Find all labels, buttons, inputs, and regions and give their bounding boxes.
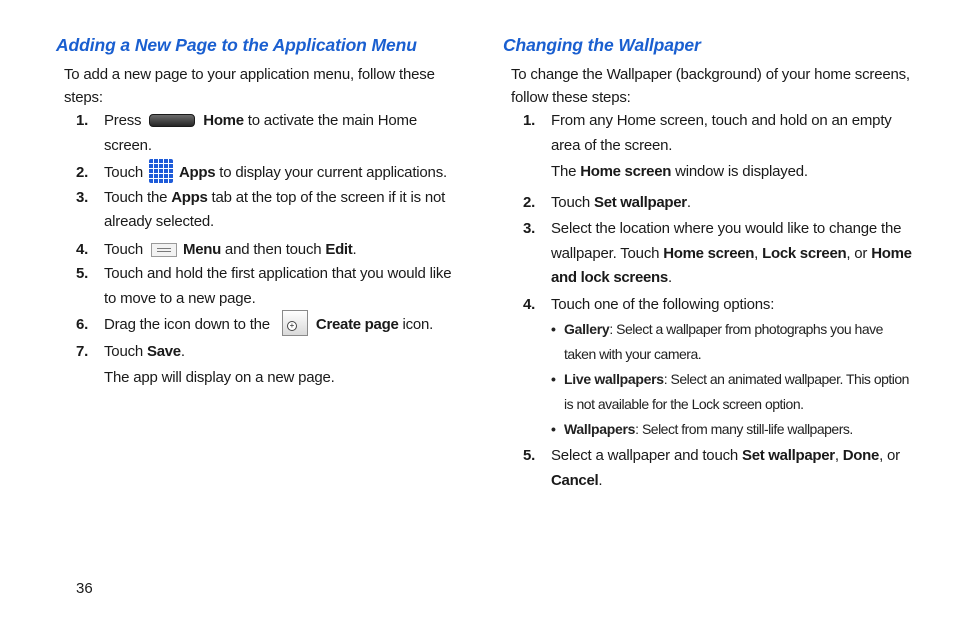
section-title-add-page: Adding a New Page to the Application Menu — [56, 35, 417, 55]
steps-wallpaper — [503, 109, 913, 493]
step-number: 3. — [523, 220, 536, 237]
step-note: The Home screen window is displayed. — [551, 163, 808, 180]
step-number: 2. — [523, 193, 536, 211]
section-title-wallpaper: Changing the Wallpaper — [503, 35, 701, 55]
home-key-icon — [149, 114, 195, 127]
create-page-icon: + — [282, 310, 308, 336]
step-6: 6. Drag the icon down to the + Create page icon. — [56, 313, 466, 338]
step-number: 2. — [76, 164, 89, 181]
intro-add-page: To add a new page to your application menu, follow these steps: — [64, 66, 435, 106]
menu-key-icon — [151, 243, 177, 257]
step-number: 5. — [523, 447, 536, 464]
step-1: 1. From any Home screen, touch and hold on an empty area of the screen. The Home screen window is displayed. — [503, 109, 913, 185]
step-number: 1. — [523, 112, 536, 129]
step-2: 2. Touch Set wallpaper. — [503, 191, 913, 216]
step-number: 7. — [76, 342, 89, 360]
options-list — [551, 317, 913, 442]
apps-grid-icon — [149, 159, 173, 183]
step-number: 1. — [76, 112, 89, 129]
page-number: 36 — [76, 580, 93, 597]
list-item: • Live wallpapers: Select an animated wallpaper. This option is not available for the Lock screen option. — [551, 371, 909, 412]
left-column — [56, 34, 466, 391]
step-number: 3. — [76, 188, 89, 206]
step-7: 7. Touch Save. The app will display on a new page. — [56, 340, 466, 391]
list-item: • Gallery: Select a wallpaper from photographs you have taken with your camera. — [551, 321, 883, 362]
step-note: The app will display on a new page. — [104, 369, 335, 386]
step-5: 5. Touch and hold the first application that you would like to move to a new page. — [56, 262, 466, 311]
step-number: 4. — [523, 295, 536, 313]
step-2: 2. Touch Apps to display your current applications. — [56, 161, 466, 186]
right-column — [503, 34, 913, 493]
step-3: 3. Select the location where you would like to change the wallpaper. Touch Home screen, Lock screen, or Home and lock screens. — [503, 217, 913, 291]
intro-wallpaper: To change the Wallpaper (background) of your home screens, follow these steps: — [511, 66, 910, 106]
step-number: 6. — [76, 316, 89, 333]
step-5: 5. Select a wallpaper and touch Set wallpaper, Done, or Cancel. — [503, 444, 913, 493]
step-number: 5. — [76, 265, 89, 282]
step-number: 4. — [76, 240, 89, 258]
step-4: 4. Touch one of the following options: • Gallery: Select a wallpaper from photographs you have taken with your camera. • Live wallpapers: Select an animated wallpaper. This option is not available for the Lock screen option. • Wallpapers: Select from many still-life wallpapers. — [503, 293, 913, 443]
list-item: • Wallpapers: Select from many still-life wallpapers. — [551, 421, 853, 437]
step-4: 4. Touch Menu and then touch Edit. — [56, 238, 466, 263]
step-1: 1. Press Home to activate the main Home screen. — [56, 109, 466, 158]
step-3: 3. Touch the Apps tab at the top of the screen if it is not already selected. — [56, 186, 466, 235]
steps-add-page — [56, 109, 466, 391]
